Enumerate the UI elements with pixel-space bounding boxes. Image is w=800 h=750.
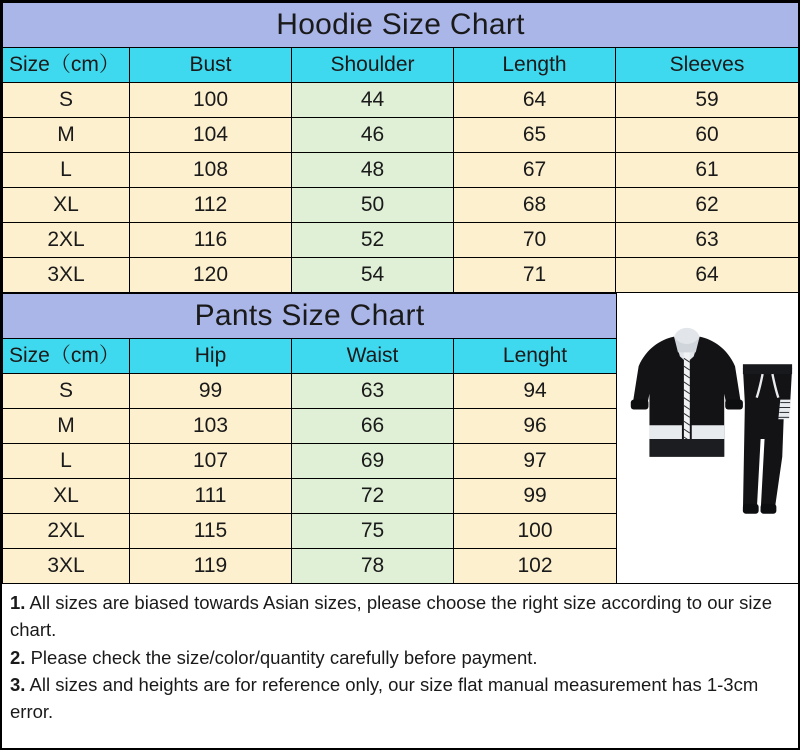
cell-waist: 66 [292,409,454,444]
hoodie-title: Hoodie Size Chart [3,3,799,48]
note-2 [10,645,790,672]
cell-size: L [3,444,130,479]
note-3 [10,672,790,726]
pants-header-row [3,339,617,374]
cell-hip: 107 [130,444,292,479]
note-1 [10,590,790,644]
pants-header-size: Size（cm） [3,339,130,374]
cell-size: XL [3,479,130,514]
cell-length: 64 [454,83,616,118]
cell-shoulder: 52 [292,223,454,258]
pants-title: Pants Size Chart [3,294,617,339]
tracksuit-illustration [617,293,798,583]
hoodie-header-sleeves: Sleeves [616,48,799,83]
cell-size: 2XL [3,514,130,549]
pants-table-wrapper [2,293,616,584]
cell-bust: 100 [130,83,292,118]
cell-sleeves: 60 [616,118,799,153]
pants-size-table [2,293,617,584]
cell-hip: 119 [130,549,292,584]
cell-size: 3XL [3,549,130,584]
cell-size: XL [3,188,130,223]
table-row [3,153,799,188]
cell-bust: 116 [130,223,292,258]
table-row [3,118,799,153]
cell-waist: 63 [292,374,454,409]
cell-length: 68 [454,188,616,223]
table-row [3,444,617,479]
note-1-number: 1. [10,592,26,613]
cell-bust: 108 [130,153,292,188]
cell-length: 99 [454,479,617,514]
hoodie-header-size: Size（cm） [3,48,130,83]
cell-length: 97 [454,444,617,479]
cell-shoulder: 54 [292,258,454,293]
cell-sleeves: 62 [616,188,799,223]
hoodie-title-row [3,3,799,48]
note-2-number: 2. [10,646,26,668]
cell-length: 94 [454,374,617,409]
table-row [3,188,799,223]
note-2-text: Please check the size/color/quantity carefully before payment. [25,646,538,668]
table-row [3,479,617,514]
cell-size: 2XL [3,223,130,258]
table-row [3,409,617,444]
cell-size: M [3,409,130,444]
cell-sleeves: 59 [616,83,799,118]
cell-bust: 120 [130,258,292,293]
cell-size: M [3,118,130,153]
table-row [3,83,799,118]
hoodie-header-bust: Bust [130,48,292,83]
cell-length: 65 [454,118,616,153]
pants-title-row [3,294,617,339]
cell-shoulder: 50 [292,188,454,223]
cell-length: 102 [454,549,617,584]
note-3-text: All sizes and heights are for reference only, our size flat manual measurement has 1-3cm error. [10,674,759,723]
product-photo [616,293,798,584]
notes-section [2,584,798,748]
note-3-number: 3. [10,674,26,696]
cell-sleeves: 63 [616,223,799,258]
cell-bust: 112 [130,188,292,223]
cell-length: 100 [454,514,617,549]
cell-length: 70 [454,223,616,258]
cell-shoulder: 48 [292,153,454,188]
cell-waist: 72 [292,479,454,514]
hoodie-header-shoulder: Shoulder [292,48,454,83]
cell-sleeves: 61 [616,153,799,188]
cell-hip: 99 [130,374,292,409]
table-row [3,514,617,549]
cell-hip: 111 [130,479,292,514]
cell-waist: 69 [292,444,454,479]
hoodie-size-table [2,2,799,293]
cell-length: 67 [454,153,616,188]
cell-size: S [3,83,130,118]
table-row [3,223,799,258]
pants-header-hip: Hip [130,339,292,374]
cell-bust: 104 [130,118,292,153]
cell-waist: 75 [292,514,454,549]
cell-size: S [3,374,130,409]
cell-waist: 78 [292,549,454,584]
hoodie-header-length: Length [454,48,616,83]
table-row [3,549,617,584]
cell-size: L [3,153,130,188]
cell-sleeves: 64 [616,258,799,293]
cell-size: 3XL [3,258,130,293]
pants-header-length: Lenght [454,339,617,374]
table-row [3,374,617,409]
cell-shoulder: 46 [292,118,454,153]
cell-length: 71 [454,258,616,293]
cell-hip: 103 [130,409,292,444]
pants-header-waist: Waist [292,339,454,374]
note-1-text: All sizes are biased towards Asian sizes, please choose the right size according to our size chart. [10,592,772,640]
table-row [3,258,799,293]
cell-hip: 115 [130,514,292,549]
hoodie-header-row [3,48,799,83]
cell-length: 96 [454,409,617,444]
pants-and-photo-section [2,293,798,584]
cell-shoulder: 44 [292,83,454,118]
